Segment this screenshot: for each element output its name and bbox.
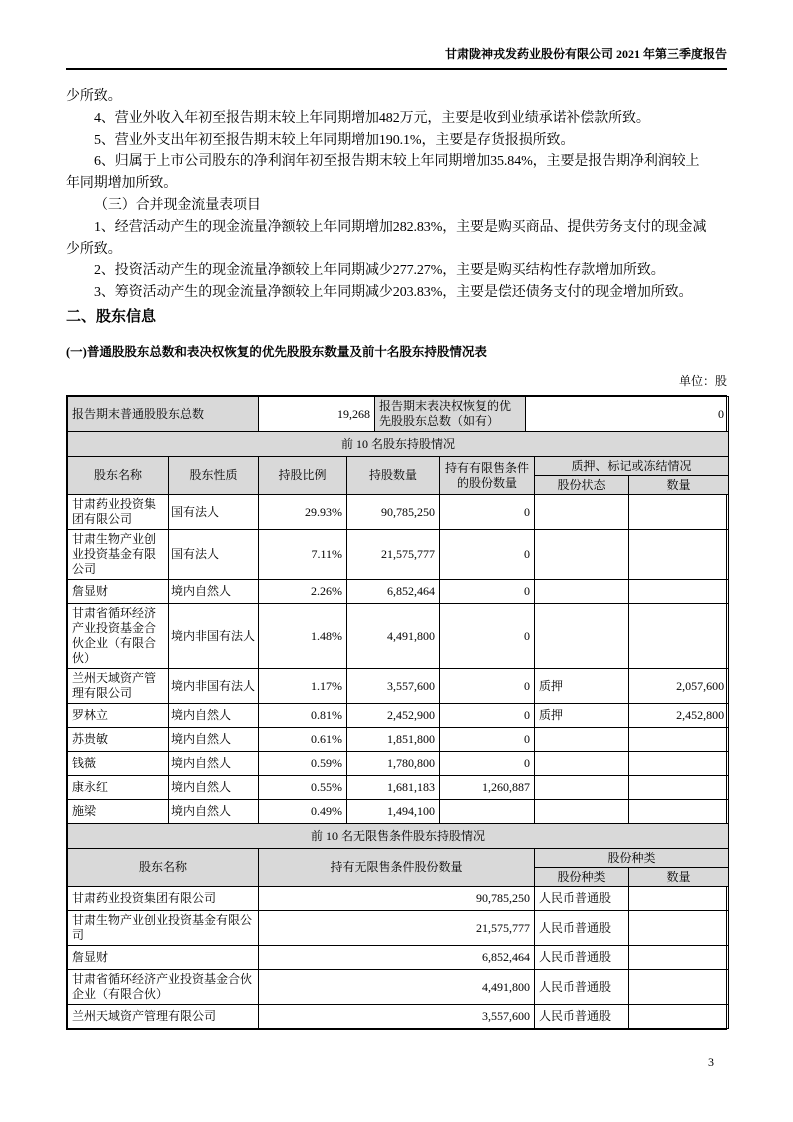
cell-share-type-qty xyxy=(629,946,729,970)
unrestricted-row xyxy=(68,970,729,1005)
cell-shareholder-nature: 境内自然人 xyxy=(169,776,259,800)
cell-unrestricted-qty: 6,852,464 xyxy=(259,946,535,970)
cell-shareholder-nature: 境内自然人 xyxy=(169,704,259,728)
paragraph-line: 年同期增加所致。 xyxy=(66,176,178,192)
cell-shareholder-name: 甘肃省循环经济产业投资基金合伙企业（有限合伙） xyxy=(68,970,259,1005)
cell-restricted-shares: 1,260,887 xyxy=(440,776,535,800)
cell-pledge-qty xyxy=(629,752,729,776)
cell-shares-held: 1,851,800 xyxy=(347,728,440,752)
cell-shareholder-nature: 境内非国有法人 xyxy=(169,669,259,704)
cell-holding-ratio: 7.11% xyxy=(259,530,347,580)
unit-label: 单位：股 xyxy=(678,374,727,388)
col-header-share-status: 股份状态 xyxy=(535,476,629,495)
col-header-shareholder-name: 股东名称 xyxy=(68,849,259,887)
band-top10-holdings xyxy=(68,432,729,457)
cell-holding-ratio: 0.81% xyxy=(259,704,347,728)
cell-share-status xyxy=(535,800,629,824)
cell-common-shareholders-label: 报告期末普通股股东总数 xyxy=(68,397,259,432)
col-header-shareholder-name: 股东名称 xyxy=(68,457,169,495)
section-heading-shareholder-info: 二、股东信息 xyxy=(66,309,157,325)
shareholder-table xyxy=(66,395,727,1030)
cell-shareholder-name: 罗林立 xyxy=(68,704,169,728)
cell-unrestricted-qty: 3,557,600 xyxy=(259,1005,535,1029)
cell-shareholder-name: 甘肃生物产业创业投资基金有限公司 xyxy=(68,530,169,580)
shareholder-row xyxy=(68,752,729,776)
cell-shares-held: 2,452,900 xyxy=(347,704,440,728)
paragraph-line: 2、投资活动产生的现金流量净额较上年同期减少277.27%，主要是购买结构性存款增加所致。 xyxy=(94,263,665,279)
cell-restricted-shares: 0 xyxy=(440,669,535,704)
shareholder-row xyxy=(68,530,729,580)
cell-pledge-qty xyxy=(629,530,729,580)
cell-common-shareholders-value: 19,268 xyxy=(259,397,375,432)
cell-shareholder-name: 甘肃药业投资集团有限公司 xyxy=(68,495,169,530)
cell-unrestricted-qty: 90,785,250 xyxy=(259,887,535,911)
col-header-unrestricted-qty: 持有无限售条件股份数量 xyxy=(259,849,535,887)
cell-preferred-shareholders-label: 报告期末表决权恢复的优先股股东总数（如有） xyxy=(375,397,526,432)
unrestricted-row xyxy=(68,887,729,911)
totals-row xyxy=(68,397,729,432)
cell-restricted-shares: 0 xyxy=(440,752,535,776)
shareholder-row xyxy=(68,800,729,824)
cell-share-status xyxy=(535,752,629,776)
shareholder-row xyxy=(68,728,729,752)
shareholder-row xyxy=(68,604,729,669)
cell-shareholder-nature: 境内非国有法人 xyxy=(169,604,259,669)
unrestricted-row xyxy=(68,1005,729,1029)
cell-share-type: 人民币普通股 xyxy=(535,911,629,946)
shareholder-row xyxy=(68,669,729,704)
unrestricted-row xyxy=(68,911,729,946)
paragraph-line: 3、筹资活动产生的现金流量净额较上年同期减少203.83%，主要是偿还债务支付的现金增加所致。 xyxy=(94,285,693,301)
col-header-share-type: 股份种类 xyxy=(535,868,629,887)
cell-pledge-qty: 2,057,600 xyxy=(629,669,729,704)
cell-shareholder-name: 康永红 xyxy=(68,776,169,800)
paragraph-line: （三）合并现金流量表项目 xyxy=(94,197,261,213)
top10-header-row xyxy=(68,457,729,476)
col-header-shareholder-nature: 股东性质 xyxy=(169,457,259,495)
col-header-restricted-shares: 持有有限售条件的股份数量 xyxy=(440,457,535,495)
cell-holding-ratio: 0.59% xyxy=(259,752,347,776)
col-header-share-type-qty: 数量 xyxy=(629,868,729,887)
cell-pledge-qty xyxy=(629,800,729,824)
col-header-holding-ratio: 持股比例 xyxy=(259,457,347,495)
cell-pledge-qty xyxy=(629,776,729,800)
paragraph-line: 少所致。 xyxy=(66,89,122,104)
cell-shares-held: 3,557,600 xyxy=(347,669,440,704)
cell-share-status xyxy=(535,604,629,669)
subsection-heading-top10-table: (一)普通股股东总数和表决权恢复的优先股股东数量及前十名股东持股情况表 xyxy=(66,345,487,359)
paragraph-line: 5、营业外支出年初至报告期末较上年同期增加190.1%，主要是存货报损所致。 xyxy=(94,132,575,148)
cell-shareholder-nature: 境内自然人 xyxy=(169,752,259,776)
page-header xyxy=(66,46,727,70)
cell-share-type-qty xyxy=(629,911,729,946)
cell-share-type-qty xyxy=(629,1005,729,1029)
shareholder-row xyxy=(68,776,729,800)
top10-holdings-table xyxy=(67,431,729,1029)
band-top10-label: 前 10 名股东持股情况 xyxy=(68,432,729,457)
narrative-section xyxy=(66,86,727,304)
cell-restricted-shares: 0 xyxy=(440,495,535,530)
unrestricted-row xyxy=(68,946,729,970)
cell-share-type: 人民币普通股 xyxy=(535,970,629,1005)
page-number: 3 xyxy=(708,1055,714,1069)
cell-restricted-shares: 0 xyxy=(440,728,535,752)
cell-shareholder-name: 兰州天域资产管理有限公司 xyxy=(68,1005,259,1029)
cell-share-status xyxy=(535,776,629,800)
cell-pledge-qty xyxy=(629,604,729,669)
cell-share-type-qty xyxy=(629,970,729,1005)
cell-share-type: 人民币普通股 xyxy=(535,1005,629,1029)
cell-pledge-qty xyxy=(629,495,729,530)
cell-share-status: 质押 xyxy=(535,669,629,704)
band-unrestricted-holdings xyxy=(68,824,729,849)
cell-shareholder-name: 甘肃生物产业创业投资基金有限公司 xyxy=(68,911,259,946)
cell-shares-held: 1,494,100 xyxy=(347,800,440,824)
cell-restricted-shares: 0 xyxy=(440,604,535,669)
cell-preferred-shareholders-value: 0 xyxy=(526,397,729,432)
cell-holding-ratio: 2.26% xyxy=(259,580,347,604)
cell-restricted-shares: 0 xyxy=(440,704,535,728)
cell-restricted-shares xyxy=(440,800,535,824)
cell-unrestricted-qty: 4,491,800 xyxy=(259,970,535,1005)
cell-shareholder-nature: 境内自然人 xyxy=(169,580,259,604)
shareholder-totals-table xyxy=(67,396,729,432)
cell-pledge-qty: 2,452,800 xyxy=(629,704,729,728)
cell-shareholder-name: 苏贵敏 xyxy=(68,728,169,752)
col-header-shares-held: 持股数量 xyxy=(347,457,440,495)
cell-shareholder-nature: 境内自然人 xyxy=(169,800,259,824)
band-unrestricted-label: 前 10 名无限售条件股东持股情况 xyxy=(68,824,729,849)
cell-holding-ratio: 1.17% xyxy=(259,669,347,704)
paragraph-line: 6、归属于上市公司股东的净利润年初至报告期末较上年同期增加35.84%，主要是报告期净利润较上 xyxy=(94,154,700,170)
cell-shares-held: 6,852,464 xyxy=(347,580,440,604)
cell-shareholder-name: 兰州天域资产管理有限公司 xyxy=(68,669,169,704)
col-header-share-type-group: 股份种类 xyxy=(535,849,729,868)
cell-shareholder-name: 施梁 xyxy=(68,800,169,824)
shareholder-row xyxy=(68,495,729,530)
cell-share-status xyxy=(535,495,629,530)
cell-pledge-qty xyxy=(629,728,729,752)
cell-share-status xyxy=(535,728,629,752)
cell-holding-ratio: 1.48% xyxy=(259,604,347,669)
col-header-pledge-group: 质押、标记或冻结情况 xyxy=(535,457,729,476)
cell-share-status xyxy=(535,530,629,580)
cell-shares-held: 90,785,250 xyxy=(347,495,440,530)
cell-pledge-qty xyxy=(629,580,729,604)
cell-unrestricted-qty: 21,575,777 xyxy=(259,911,535,946)
shareholder-row xyxy=(68,580,729,604)
cell-holding-ratio: 0.49% xyxy=(259,800,347,824)
cell-shareholder-name: 詹显财 xyxy=(68,580,169,604)
cell-shares-held: 4,491,800 xyxy=(347,604,440,669)
cell-shareholder-name: 詹显财 xyxy=(68,946,259,970)
cell-shares-held: 1,780,800 xyxy=(347,752,440,776)
cell-share-type: 人民币普通股 xyxy=(535,887,629,911)
cell-shareholder-name: 甘肃省循环经济产业投资基金合伙企业（有限合伙） xyxy=(68,604,169,669)
cell-restricted-shares: 0 xyxy=(440,580,535,604)
cell-shareholder-nature: 境内自然人 xyxy=(169,728,259,752)
cell-share-status: 质押 xyxy=(535,704,629,728)
shareholder-row xyxy=(68,704,729,728)
cell-shareholder-name: 甘肃药业投资集团有限公司 xyxy=(68,887,259,911)
paragraph-line: 少所致。 xyxy=(66,241,122,257)
cell-shareholder-nature: 国有法人 xyxy=(169,495,259,530)
unrestricted-header-row xyxy=(68,849,729,868)
cell-shares-held: 21,575,777 xyxy=(347,530,440,580)
cell-restricted-shares: 0 xyxy=(440,530,535,580)
report-title: 甘肃陇神戎发药业股份有限公司 2021 年第三季度报告 xyxy=(444,47,727,61)
col-header-pledge-qty: 数量 xyxy=(629,476,729,495)
paragraph-line: 1、经营活动产生的现金流量净额较上年同期增加282.83%，主要是购买商品、提供劳务支付的现金减 xyxy=(94,219,707,235)
cell-share-status xyxy=(535,580,629,604)
cell-shareholder-nature: 国有法人 xyxy=(169,530,259,580)
cell-share-type: 人民币普通股 xyxy=(535,946,629,970)
cell-holding-ratio: 0.61% xyxy=(259,728,347,752)
cell-shareholder-name: 钱薇 xyxy=(68,752,169,776)
cell-shares-held: 1,681,183 xyxy=(347,776,440,800)
paragraph-line: 4、营业外收入年初至报告期末较上年同期增加482万元，主要是收到业绩承诺补偿款所致。 xyxy=(94,110,650,126)
cell-holding-ratio: 0.55% xyxy=(259,776,347,800)
cell-share-type-qty xyxy=(629,887,729,911)
cell-holding-ratio: 29.93% xyxy=(259,495,347,530)
